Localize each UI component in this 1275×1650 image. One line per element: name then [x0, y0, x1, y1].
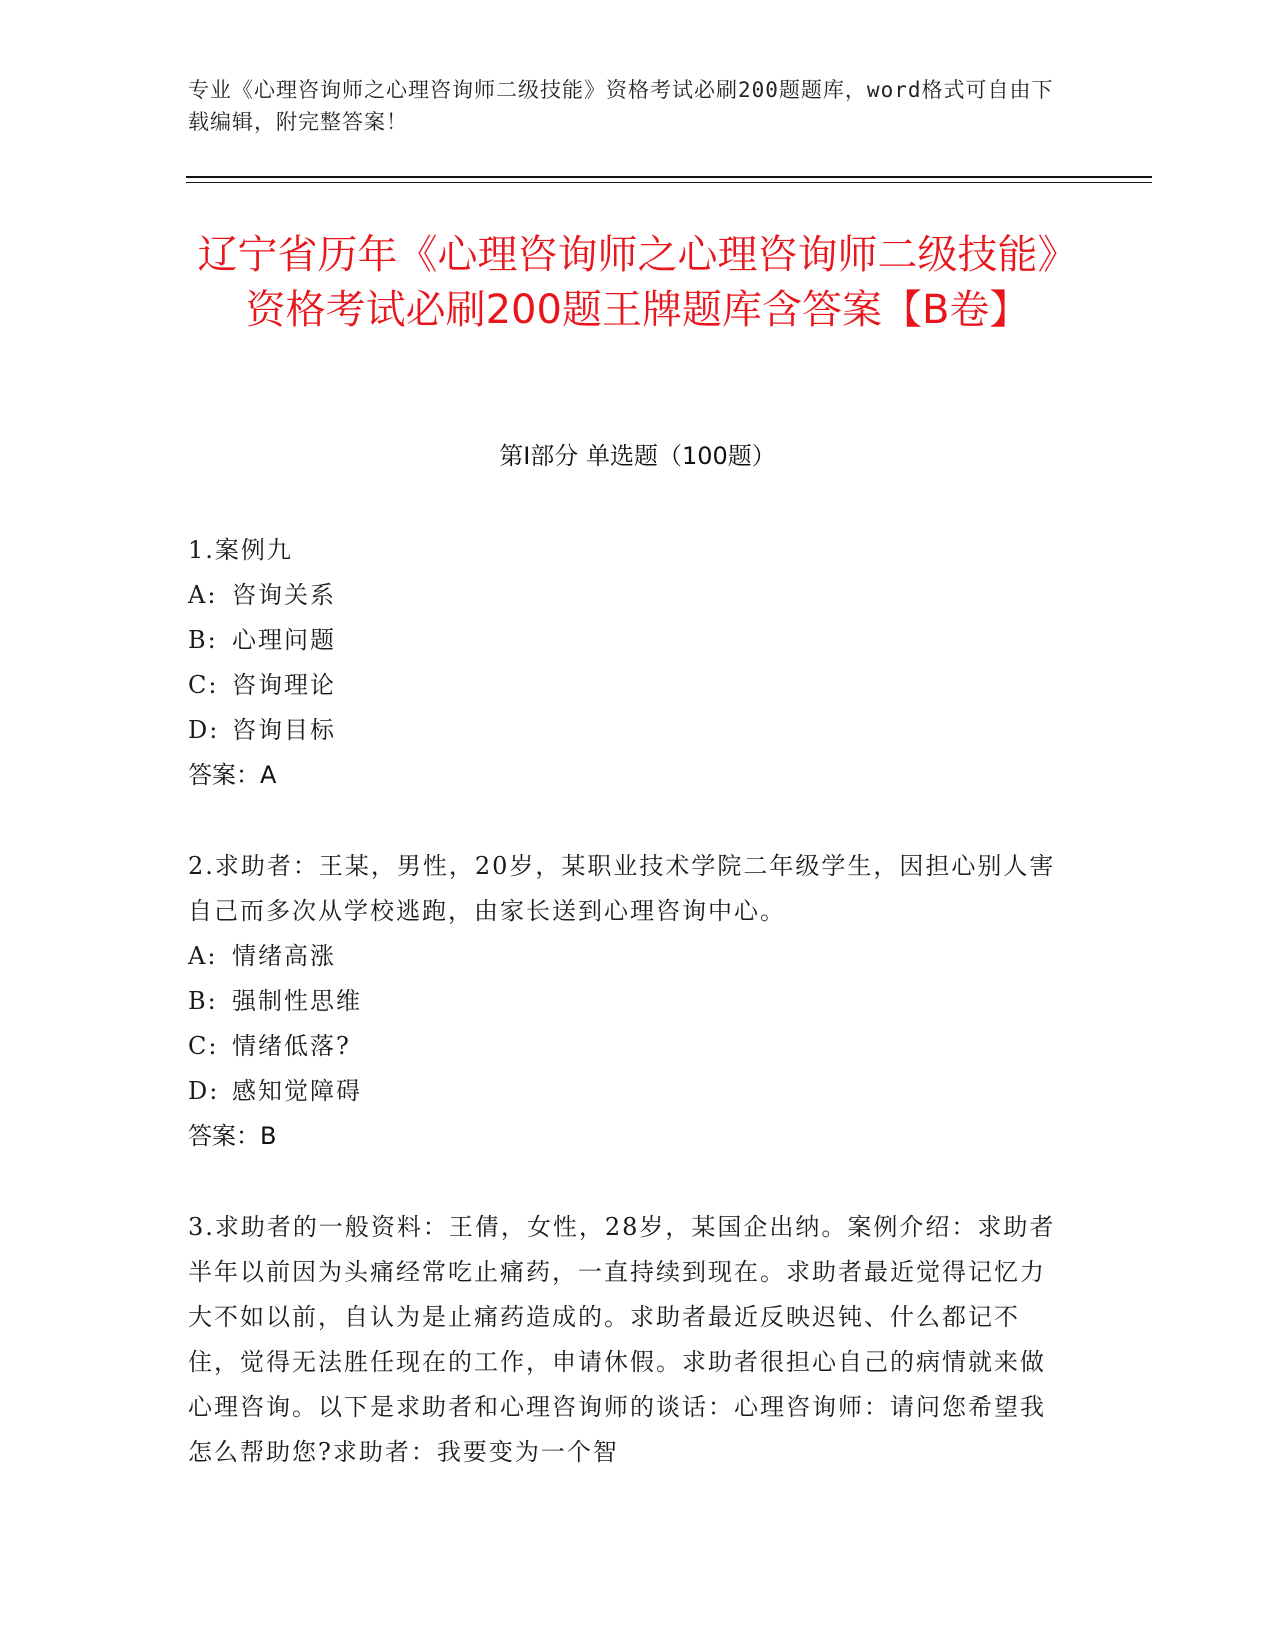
option-b [188, 618, 1070, 663]
option-a [188, 934, 1070, 979]
section-heading: 第Ⅰ部分 单选题（100题） [499, 442, 776, 470]
question-2 [188, 844, 1070, 1159]
option-text: 咨询理论 [232, 671, 336, 699]
question-stem: 2.求助者：王某，男性，20岁，某职业技术学院二年级学生，因担心别人害自己而多次从学校逃跑，由家长送到心理咨询中心。 [188, 852, 1056, 925]
option-text: 强制性思维 [232, 987, 362, 1015]
option-text: 感知觉障碍 [232, 1077, 362, 1105]
option-text: 心理问题 [232, 626, 336, 654]
header-note: 专业《心理咨询师之心理咨询师二级技能》资格考试必刷200题题库，word格式可自由下载编辑，附完整答案！ [188, 78, 1054, 134]
answer-line: 答案：B [188, 1122, 277, 1150]
option-text: 咨询关系 [232, 581, 336, 609]
option-d [188, 708, 1070, 753]
option-a [188, 573, 1070, 618]
option-letter: D: [188, 1077, 220, 1105]
header-divider-thick [186, 176, 1152, 178]
option-letter: B: [188, 626, 218, 654]
option-text: 咨询目标 [232, 716, 336, 744]
option-d [188, 1069, 1070, 1114]
option-letter: A: [188, 581, 218, 609]
question-3 [188, 1205, 1070, 1475]
option-text: 情绪高涨 [232, 942, 336, 970]
header-divider-thin [186, 182, 1152, 183]
option-letter: C: [188, 1032, 219, 1060]
answer-line: 答案：A [188, 761, 277, 789]
option-letter: B: [188, 987, 218, 1015]
question-stem: 1.案例九 [188, 536, 293, 564]
question-list [188, 528, 1070, 1521]
option-b [188, 979, 1070, 1024]
option-letter: C: [188, 671, 219, 699]
option-text: 情绪低落? [232, 1032, 351, 1060]
option-letter: A: [188, 942, 218, 970]
question-stem: 3.求助者的一般资料：王倩，女性，28岁，某国企出纳。案例介绍：求助者半年以前因为头痛经常吃止痛药，一直持续到现在。求助者最近觉得记忆力大不如以前，自认为是止痛药造成的。求助者最近反映迟钝、什么都记不住，觉得无法胜任现在的工作，申请休假。求助者很担心自己的病情就来做心理咨询。以下是求助者和心理咨询师的谈话：心理咨询师：请问您希望我怎么帮助您?求助者：我要变为一个智 [188, 1213, 1056, 1466]
option-c [188, 663, 1070, 708]
document-title: 辽宁省历年《心理咨询师之心理咨询师二级技能》资格考试必刷200题王牌题库含答案【B卷】 [197, 232, 1078, 333]
option-letter: D: [188, 716, 220, 744]
option-c [188, 1024, 1070, 1069]
question-1 [188, 528, 1070, 798]
